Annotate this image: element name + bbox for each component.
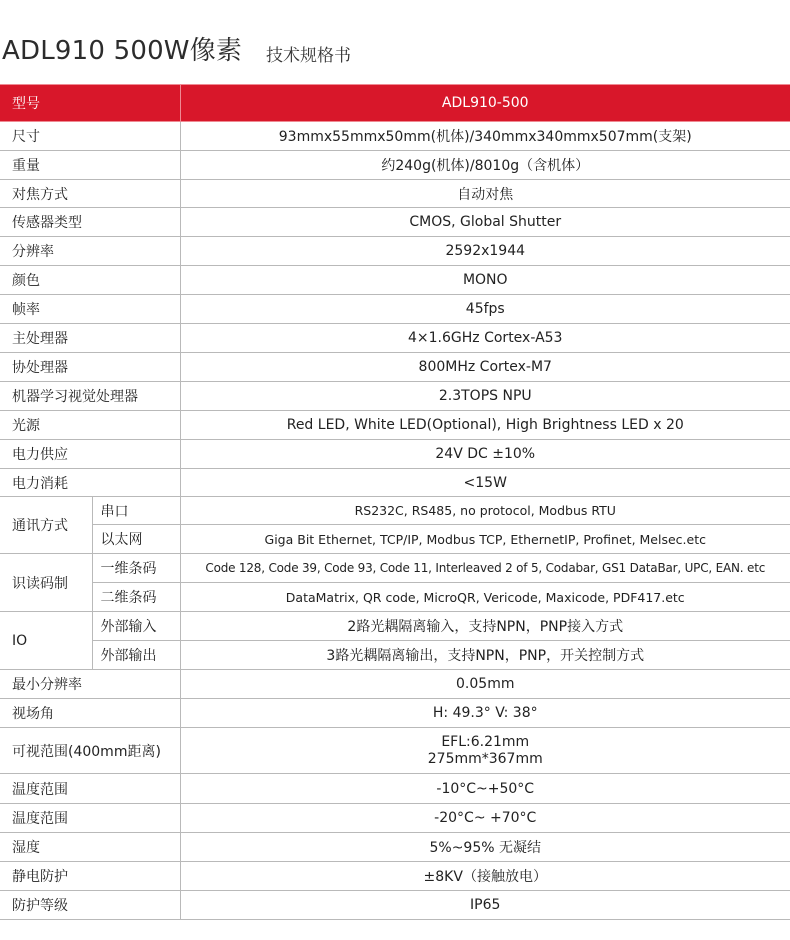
spec-label: 尺寸 [0, 122, 180, 151]
spec-label: 视场角 [0, 699, 180, 728]
spec-row-power-consumption [0, 469, 790, 497]
spec-value: Giga Bit Ethernet, TCP/IP, Modbus TCP, EthernetIP, Profinet, Melsec.etc [180, 525, 790, 554]
spec-row-view-range [0, 728, 790, 774]
spec-sub-label: 一维条码 [92, 554, 180, 583]
spec-row-color [0, 266, 790, 295]
spec-value: 2.3TOPS NPU [180, 382, 790, 411]
spec-label: 传感器类型 [0, 208, 180, 237]
spec-value: 约240g(机体)/8010g（含机体） [180, 151, 790, 180]
spec-value: RS232C, RS485, no protocol, Modbus RTU [180, 497, 790, 525]
model-label: 型号 [0, 85, 180, 122]
spec-label: 静电防护 [0, 862, 180, 891]
spec-row-resolution [0, 237, 790, 266]
spec-row-weight [0, 151, 790, 180]
spec-value: 5%~95% 无凝结 [180, 833, 790, 862]
document-title: ADL910 500W像素 [2, 36, 243, 66]
spec-row-io-input [0, 612, 790, 641]
spec-value: DataMatrix, QR code, MicroQR, Vericode, Maxicode, PDF417.etc [180, 583, 790, 612]
spec-value: 93mmx55mmx50mm(机体)/340mmx340mmx507mm(支架) [180, 122, 790, 151]
spec-value: <15W [180, 469, 790, 497]
view-range-size: 275mm*367mm [427, 750, 543, 767]
spec-label: 温度范围 [0, 804, 180, 833]
spec-row-framerate [0, 295, 790, 324]
spec-label: 光源 [0, 411, 180, 440]
spec-header-row [0, 85, 790, 122]
spec-row-power-supply [0, 440, 790, 469]
spec-value: -20°C~ +70°C [180, 804, 790, 833]
spec-value: CMOS, Global Shutter [180, 208, 790, 237]
spec-row-ip [0, 891, 790, 920]
model-value: ADL910-500 [180, 85, 790, 122]
spec-label: 协处理器 [0, 353, 180, 382]
spec-value: 24V DC ±10% [180, 440, 790, 469]
spec-row-size [0, 122, 790, 151]
spec-group-label: 识读码制 [0, 554, 92, 612]
spec-row-io-output [0, 641, 790, 670]
spec-sub-label: 以太网 [92, 525, 180, 554]
spec-group-label: IO [0, 612, 92, 670]
spec-sub-label: 二维条码 [92, 583, 180, 612]
spec-value: IP65 [180, 891, 790, 920]
spec-value: ±8KV（接触放电） [180, 862, 790, 891]
spec-row-light [0, 411, 790, 440]
spec-label: 颜色 [0, 266, 180, 295]
spec-value: 800MHz Cortex-M7 [180, 353, 790, 382]
spec-value: Code 128, Code 39, Code 93, Code 11, Interleaved 2 of 5, Codabar, GS1 DataBar, UPC, EAN. etc [180, 554, 790, 583]
spec-row-temp-2 [0, 804, 790, 833]
spec-row-comm-ethernet [0, 525, 790, 554]
spec-row-focus [0, 180, 790, 208]
spec-row-code-2d [0, 583, 790, 612]
spec-row-min-res [0, 670, 790, 699]
document-subtitle: 技术规格书 [266, 46, 351, 66]
spec-label: 对焦方式 [0, 180, 180, 208]
spec-value: 4×1.6GHz Cortex-A53 [180, 324, 790, 353]
spec-row-humidity [0, 833, 790, 862]
spec-sub-label: 外部输入 [92, 612, 180, 641]
spec-row-cpu [0, 324, 790, 353]
spec-row-comm-serial [0, 497, 790, 525]
spec-label: 防护等级 [0, 891, 180, 920]
spec-value: H: 49.3° V: 38° [180, 699, 790, 728]
spec-row-npu [0, 382, 790, 411]
spec-label: 电力消耗 [0, 469, 180, 497]
spec-value: 自动对焦 [180, 180, 790, 208]
spec-sub-label: 串口 [92, 497, 180, 525]
spec-label: 机器学习视觉处理器 [0, 382, 180, 411]
spec-row-coprocessor [0, 353, 790, 382]
spec-value: 45fps [180, 295, 790, 324]
spec-label: 湿度 [0, 833, 180, 862]
spec-value: Red LED, White LED(Optional), High Brightness LED x 20 [180, 411, 790, 440]
spec-label: 重量 [0, 151, 180, 180]
spec-value [180, 728, 790, 774]
spec-label: 可视范围(400mm距离) [0, 728, 180, 774]
spec-row-esd [0, 862, 790, 891]
spec-label: 最小分辨率 [0, 670, 180, 699]
spec-value: 0.05mm [180, 670, 790, 699]
spec-label: 主处理器 [0, 324, 180, 353]
document-header [0, 30, 790, 70]
spec-sub-label: 外部输出 [92, 641, 180, 670]
spec-group-label: 通讯方式 [0, 497, 92, 554]
view-range-efl: EFL:6.21mm [441, 733, 530, 750]
spec-row-temp-1 [0, 774, 790, 804]
spec-value: 2592x1944 [180, 237, 790, 266]
spec-label: 电力供应 [0, 440, 180, 469]
spec-table [0, 84, 790, 920]
spec-label: 分辨率 [0, 237, 180, 266]
spec-value: MONO [180, 266, 790, 295]
spec-row-sensor [0, 208, 790, 237]
spec-value: 3路光耦隔离输出，支持NPN，PNP，开关控制方式 [180, 641, 790, 670]
spec-label: 温度范围 [0, 774, 180, 804]
spec-row-fov [0, 699, 790, 728]
spec-value: -10°C~+50°C [180, 774, 790, 804]
spec-value: 2路光耦隔离输入，支持NPN，PNP接入方式 [180, 612, 790, 641]
spec-row-code-1d [0, 554, 790, 583]
spec-label: 帧率 [0, 295, 180, 324]
